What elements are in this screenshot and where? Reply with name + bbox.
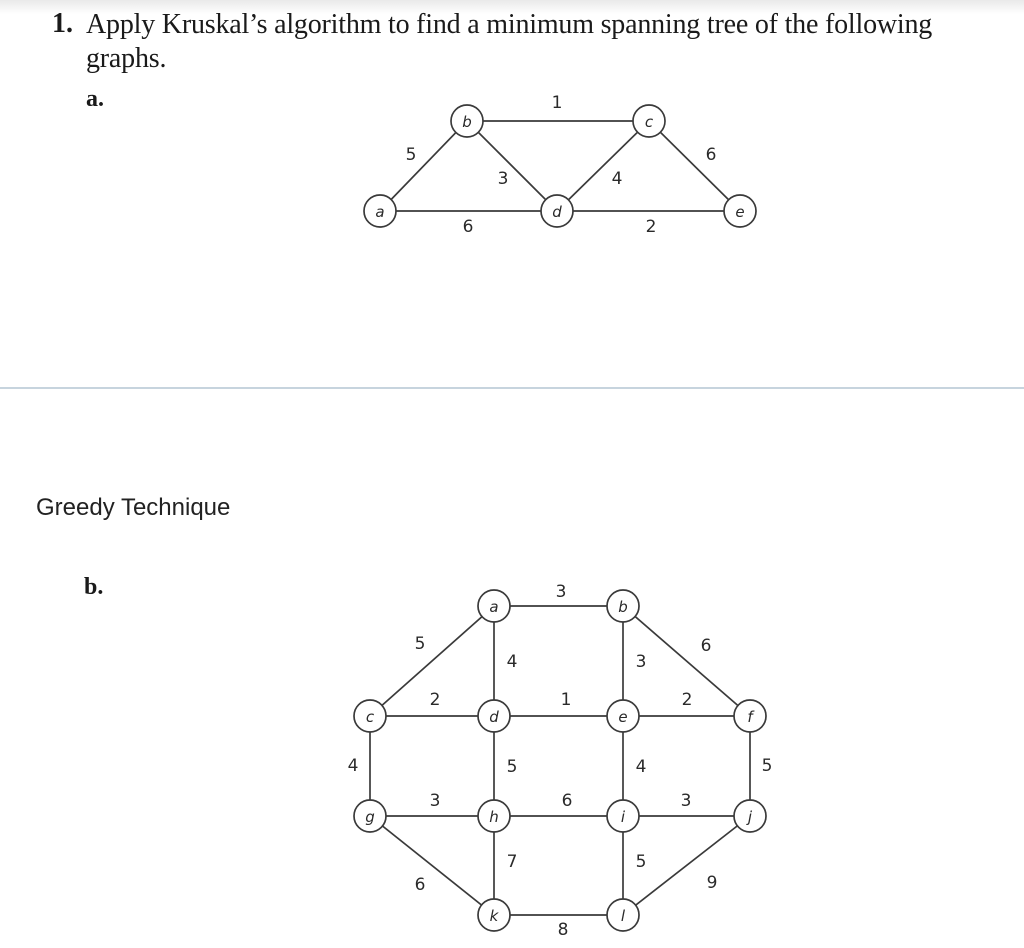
graph-b-weight-e-f: 2: [681, 690, 693, 710]
graph-b-weight-h-k: 7: [506, 852, 518, 872]
graph-b-node-label-a: a: [489, 598, 499, 616]
graph-b-node-label-j: j: [747, 808, 753, 826]
graph-b-node-b: [607, 590, 639, 622]
graph-a-node-label-c: c: [644, 113, 654, 131]
graph-a-node-label-b: b: [462, 113, 472, 131]
graph-b-edge-g-k: [370, 816, 494, 915]
graph-a-weight-b-d: 3: [497, 169, 509, 189]
question-number: 1.: [52, 8, 73, 39]
graph-b-weight-a-c: 5: [414, 634, 426, 654]
graph-b-weight-c-d: 2: [429, 690, 441, 710]
graph-b-node-k: [478, 899, 510, 931]
graph-b-node-i: [607, 800, 639, 832]
graph-b-node-label-e: e: [618, 708, 628, 726]
graph-b-node-j: [734, 800, 766, 832]
graph-b-node-label-b: b: [618, 598, 628, 616]
graph-b-weight-g-k: 6: [414, 875, 426, 895]
graph-b-node-e: [607, 700, 639, 732]
part-a-label: a.: [86, 86, 104, 112]
graph-a-weight-d-e: 2: [645, 217, 657, 237]
graph-b-node-a: [478, 590, 510, 622]
section-title: Greedy Technique: [36, 494, 231, 521]
graph-b-node-d: [478, 700, 510, 732]
question-text: Apply Kruskal’s algorithm to find a minimum spanning tree of the following graphs.: [86, 9, 933, 74]
graph-b-node-label-i: i: [620, 808, 626, 826]
graph-b-node-label-d: d: [489, 708, 499, 726]
graph-b-node-h: [478, 800, 510, 832]
graph-a-node-label-d: d: [552, 203, 562, 221]
graph-b-weight-i-j: 3: [680, 791, 692, 811]
graph-b-weight-d-e: 1: [560, 690, 572, 710]
graph-b-node-label-k: k: [489, 907, 499, 925]
graph-b-node-g: [354, 800, 386, 832]
graph-b-node-label-f: f: [747, 708, 753, 726]
graph-a-weight-a-d: 6: [462, 217, 474, 237]
graph-a-weight-a-b: 5: [405, 145, 417, 165]
graph-b-node-l: [607, 899, 639, 931]
graph-a-node-label-e: e: [735, 203, 745, 221]
graph-b-weight-b-f: 6: [700, 636, 712, 656]
graph-b-node-f: [734, 700, 766, 732]
graph-b-node-c: [354, 700, 386, 732]
graph-a-weight-b-c: 1: [551, 93, 563, 113]
graph-b-weight-b-e: 3: [635, 652, 647, 672]
graph-b-node-label-l: l: [620, 907, 626, 925]
graph-b-weight-h-i: 6: [561, 791, 573, 811]
part-b-label: b.: [84, 574, 104, 600]
graph-b-weight-c-g: 4: [347, 756, 359, 776]
graph-a-weight-c-d: 4: [611, 169, 623, 189]
graph-b-weight-e-i: 4: [635, 757, 647, 777]
graph-b-weight-f-j: 5: [761, 756, 773, 776]
graph-b-weight-j-l: 9: [706, 873, 718, 893]
graph-b-weight-i-l: 5: [635, 852, 647, 872]
graph-b-weight-a-d: 4: [506, 652, 518, 672]
graph-a-weight-c-e: 6: [705, 145, 717, 165]
graph-b-node-label-g: g: [365, 808, 375, 826]
graph-b-node-label-c: c: [365, 708, 375, 726]
graph-a-node-label-a: a: [375, 203, 385, 221]
graph-b-node-label-h: h: [489, 808, 499, 826]
graph-b-weight-k-l: 8: [557, 920, 569, 940]
graph-b-weight-d-h: 5: [506, 757, 518, 777]
graph-b-weight-g-h: 3: [429, 791, 441, 811]
graph-b-weight-a-b: 3: [555, 582, 567, 602]
